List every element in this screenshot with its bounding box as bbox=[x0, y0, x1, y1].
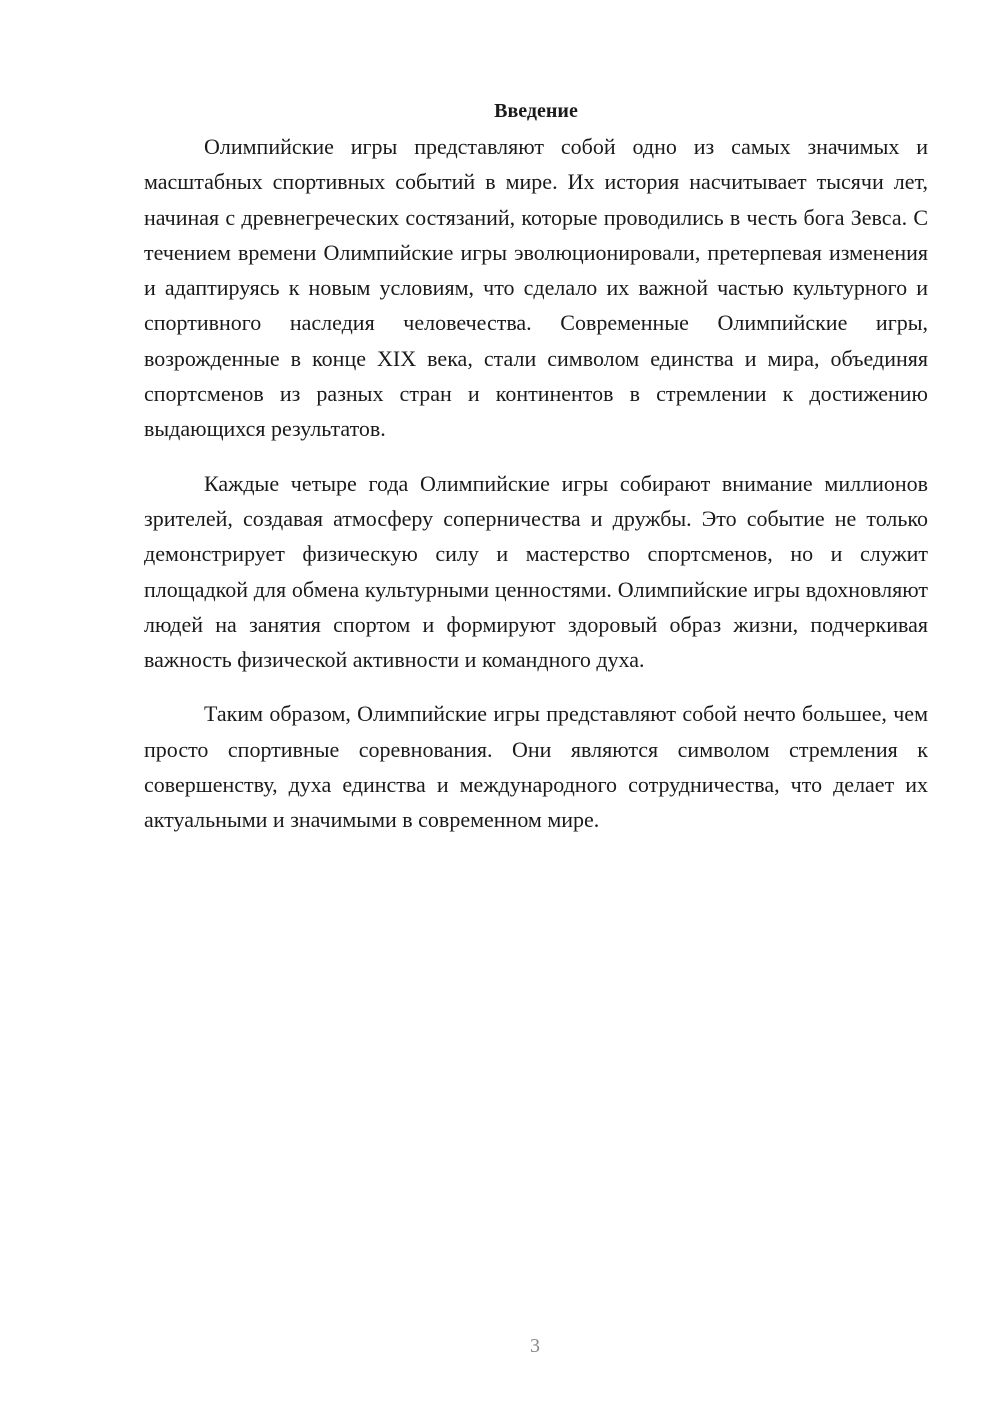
paragraph-3: Таким образом, Олимпийские игры представляют собой нечто большее, чем просто спортивные соревнования. Они являются символом стремления к совершенству, духа единства и международного сотрудничества, что делает их актуальными и значимыми в современном мире. bbox=[144, 701, 928, 833]
section-heading: Введение bbox=[494, 100, 578, 122]
page-number: 3 bbox=[530, 1335, 540, 1357]
paragraph-2: Каждые четыре года Олимпийские игры собирают внимание миллионов зрителей, создавая атмосферу соперничества и дружбы. Это событие не только демонстрирует физическую силу и мастерство спортсменов, но и служит площадкой для обмена культурными ценностями. Олимпийские игры вдохновляют людей на занятия спортом и формируют здоровый образ жизни, подчеркивая важность физической активности и командного духа. bbox=[144, 470, 928, 673]
paragraph-1: Олимпийские игры представляют собой одно из самых значимых и масштабных спортивных событий в мире. Их история насчитывает тысячи лет, начиная с древнегреческих состязаний, которые проводились в честь бога Зевса. С течением времени Олимпийские игры эволюционировали, претерпевая изменения и адаптируясь к новым условиям, что сделало их важной частью культурного и спортивного наследия человечества. Современные Олимпийские игры, возрожденные в конце XIX века, стали символом единства и мира, объединяя спортсменов из разных стран и континентов в стремлении к достижению выдающихся результатов. bbox=[144, 134, 928, 442]
page-content bbox=[144, 96, 928, 857]
